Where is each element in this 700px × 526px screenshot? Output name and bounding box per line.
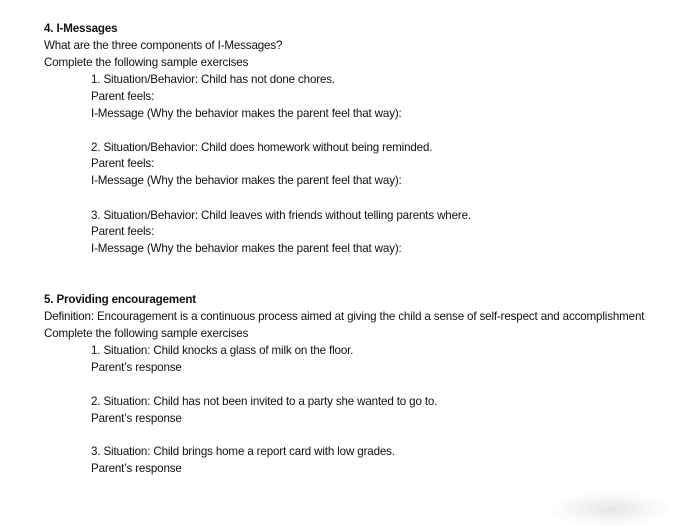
section-5-exercise-3-situation: 3. Situation: Child brings home a report card with low grades.: [91, 445, 395, 458]
section-4-exercise-3-imessage: I-Message (Why the behavior makes the parent feel that way):: [91, 242, 402, 255]
section-5-exercise-2-response: Parent’s response: [91, 412, 182, 425]
section-4-heading: 4. I-Messages: [44, 22, 118, 35]
section-4-exercise-1-situation: 1. Situation/Behavior: Child has not done chores.: [91, 73, 336, 86]
section-4-exercise-2-imessage: I-Message (Why the behavior makes the parent feel that way):: [91, 174, 402, 187]
section-5-exercise-2-situation: 2. Situation: Child has not been invited to a party she wanted to go to.: [91, 395, 438, 408]
page-corner-shadow: [550, 492, 670, 526]
section-4-exercise-1-feels: Parent feels:: [91, 90, 155, 103]
section-5-instruction: Complete the following sample exercises: [44, 327, 249, 340]
section-5-exercise-1-situation: 1. Situation: Child knocks a glass of milk on the floor.: [91, 344, 354, 357]
section-4-exercise-2-feels: Parent feels:: [91, 157, 155, 170]
section-4-question: What are the three components of I-Messages?: [44, 39, 283, 52]
section-5-exercise-1-response: Parent’s response: [91, 361, 182, 374]
section-5-definition: Definition: Encouragement is a continuous process aimed at giving the child a sense of self-respect and accomplishment: [44, 310, 645, 323]
section-5-exercise-3-response: Parent’s response: [91, 462, 182, 475]
section-4-exercise-2-situation: 2. Situation/Behavior: Child does homework without being reminded.: [91, 141, 433, 154]
section-4-instruction: Complete the following sample exercises: [44, 56, 249, 69]
section-4-exercise-3-situation: 3. Situation/Behavior: Child leaves with friends without telling parents where.: [91, 209, 471, 222]
section-5-heading: 5. Providing encouragement: [44, 293, 197, 306]
section-4-exercise-1-imessage: I-Message (Why the behavior makes the parent feel that way):: [91, 107, 402, 120]
section-4-exercise-3-feels: Parent feels:: [91, 225, 155, 238]
